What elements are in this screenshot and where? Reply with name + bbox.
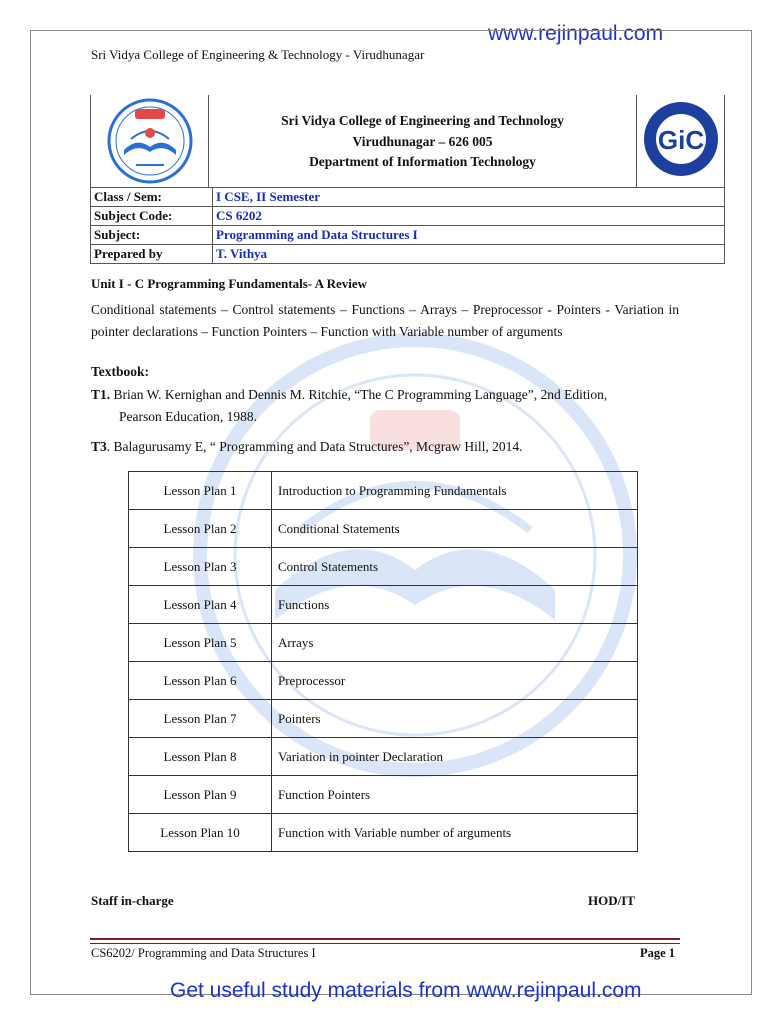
- table-row: [129, 662, 638, 700]
- unit-title: Unit I - C Programming Fundamentals- A Review: [91, 276, 368, 291]
- ref-label: T3: [91, 439, 107, 454]
- table-row: [91, 188, 725, 207]
- hod-signature-label: HOD/IT: [588, 893, 635, 908]
- textbook-ref-t1: [91, 384, 683, 428]
- lesson-topic: Preprocessor: [272, 662, 638, 700]
- table-row: [129, 624, 638, 662]
- lesson-plan-number: Lesson Plan 7: [129, 700, 272, 738]
- textbook-ref-t3: [91, 439, 523, 455]
- lesson-plan-number: Lesson Plan 2: [129, 510, 272, 548]
- lesson-topic: Function with Variable number of arguments: [272, 814, 638, 852]
- lesson-topic: Variation in pointer Declaration: [272, 738, 638, 776]
- table-row: [91, 207, 725, 226]
- top-site-url[interactable]: www.rejinpaul.com: [488, 22, 664, 45]
- table-row: [129, 738, 638, 776]
- lesson-plan-number: Lesson Plan 8: [129, 738, 272, 776]
- lesson-plan-number: Lesson Plan 4: [129, 586, 272, 624]
- lesson-plan-number: Lesson Plan 10: [129, 814, 272, 852]
- running-head: Sri Vidya College of Engineering & Technology - Virudhunagar: [91, 47, 425, 62]
- lesson-topic: Conditional Statements: [272, 510, 638, 548]
- info-key: Class / Sem:: [91, 188, 213, 207]
- lesson-topic: Function Pointers: [272, 776, 638, 814]
- lesson-topic: Pointers: [272, 700, 638, 738]
- info-value: T. Vithya: [213, 245, 725, 264]
- certification-cell: [636, 95, 724, 187]
- table-row: [91, 226, 725, 245]
- lesson-topic: Control Statements: [272, 548, 638, 586]
- college-name: Sri Vidya College of Engineering and Technology: [281, 113, 564, 128]
- ref-text: Brian W. Kernighan and Dennis M. Ritchie, “The C Programming Language”, 2nd Edition,: [113, 387, 608, 402]
- footer-course: CS6202/ Programming and Data Structures I: [91, 946, 316, 960]
- lesson-topic: Arrays: [272, 624, 638, 662]
- ref-text: . Balagurusamy E, “ Programming and Data Structures”, Mcgraw Hill, 2014.: [106, 439, 523, 454]
- info-value: I CSE, II Semester: [213, 188, 725, 207]
- info-key: Subject:: [91, 226, 213, 245]
- lesson-plan-number: Lesson Plan 5: [129, 624, 272, 662]
- course-info-table: [90, 187, 725, 264]
- lesson-topic: Introduction to Programming Fundamentals: [272, 472, 638, 510]
- table-row: [129, 776, 638, 814]
- lesson-topic: Functions: [272, 586, 638, 624]
- textbook-label: Textbook:: [91, 364, 150, 379]
- table-row: [129, 814, 638, 852]
- college-header: [90, 95, 725, 187]
- footer-rule: [90, 938, 680, 944]
- table-row: [129, 700, 638, 738]
- lesson-plan-number: Lesson Plan 6: [129, 662, 272, 700]
- lesson-plan-number: Lesson Plan 9: [129, 776, 272, 814]
- ref-label: T1.: [91, 387, 111, 402]
- lesson-plan-table: [128, 471, 638, 852]
- table-row: [129, 548, 638, 586]
- lesson-plan-number: Lesson Plan 1: [129, 472, 272, 510]
- page-number: Page 1: [640, 946, 676, 960]
- info-value: Programming and Data Structures I: [213, 226, 725, 245]
- college-logo-cell: [91, 95, 209, 187]
- table-row: [91, 245, 725, 264]
- info-key: Subject Code:: [91, 207, 213, 226]
- gic-certification-seal-icon: [637, 95, 725, 187]
- svg-text:GiC: GiC: [657, 125, 705, 155]
- unit-topics: Conditional statements – Control statements – Functions – Arrays – Preprocessor - Pointers - Variation in pointer declarations – Function Pointers – Function with Variable number of arguments: [91, 302, 679, 339]
- table-row: [129, 472, 638, 510]
- info-value: CS 6202: [213, 207, 725, 226]
- college-crest-icon: [91, 95, 209, 187]
- department-name: Department of Information Technology: [309, 154, 536, 169]
- table-row: [129, 510, 638, 548]
- college-location: Virudhunagar – 626 005: [352, 133, 493, 149]
- lesson-plan-number: Lesson Plan 3: [129, 548, 272, 586]
- ref-text-continued: Pearson Education, 1988.: [119, 409, 257, 424]
- staff-signature-label: Staff in-charge: [91, 893, 174, 908]
- table-row: [129, 586, 638, 624]
- info-key: Prepared by: [91, 245, 213, 264]
- bottom-site-banner[interactable]: Get useful study materials from www.rejinpaul.com: [170, 979, 642, 1002]
